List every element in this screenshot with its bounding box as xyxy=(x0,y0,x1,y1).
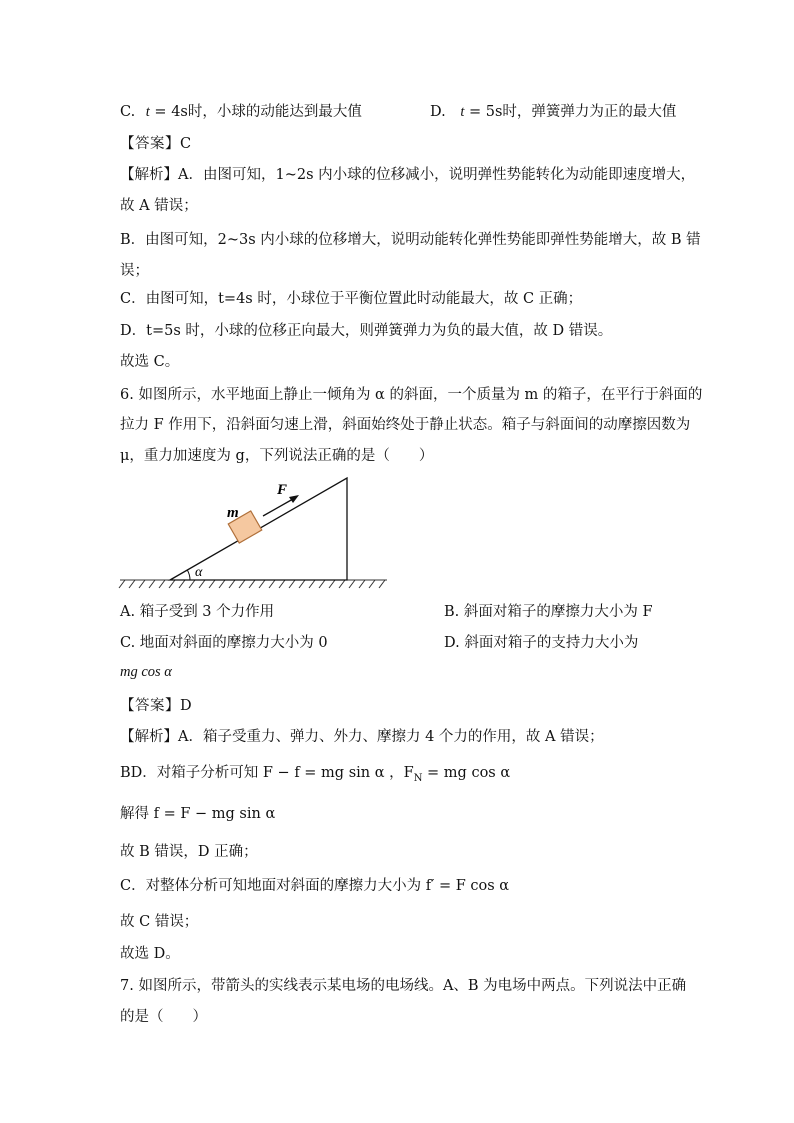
answer-value: C xyxy=(180,136,192,152)
analysis-text: A．由图可知，1~2s 内小球的位移减小，说明弹性势能转化为动能即速度增大， xyxy=(178,167,696,183)
time-value: = 5s xyxy=(464,104,503,120)
time-value: = 4s xyxy=(149,104,188,120)
normal-force-expression: = mg cos α xyxy=(422,765,511,781)
analysis-label: 【解析】 xyxy=(120,729,178,745)
q5-analysis-line-5: C．由图可知，t=4s 时，小球位于平衡位置此时动能最大，故 C 正确； xyxy=(120,291,583,307)
answer-label: 【答案】 xyxy=(120,698,180,714)
option-text: 时，弹簧弹力为正的最大值 xyxy=(502,104,677,120)
analysis-label: 【解析】 xyxy=(120,167,178,183)
q6-option-d-continued: mg cos α xyxy=(120,664,172,680)
analysis-text: A．箱子受重力、弹力、外力、摩擦力 4 个力的作用，故 A 错误； xyxy=(178,729,604,745)
q6-option-b: B. 斜面对箱子的摩擦力大小为 F xyxy=(444,604,653,620)
q5-analysis-line-3: B．由图可知，2~3s 内小球的位移增大，说明动能转化弹性势能即弹性势能增大，故 B 错 xyxy=(120,232,701,248)
q6-stem-line-3: μ，重力加速度为 g，下列说法正确的是（ ） xyxy=(120,448,434,464)
q7-stem-line-2: 的是（ ） xyxy=(120,1009,207,1025)
q5-analysis-line-7: 故选 C。 xyxy=(120,354,180,370)
q5-analysis-line-2: 故 A 错误； xyxy=(120,198,198,214)
option-letter: D. xyxy=(430,104,446,120)
angle-arc xyxy=(187,570,190,580)
mass-label: m xyxy=(227,505,239,521)
option-letter: C. xyxy=(120,104,136,120)
q6-option-c: C. 地面对斜面的摩擦力大小为 0 xyxy=(120,635,328,651)
q5-analysis-line-1 xyxy=(120,165,695,185)
angle-label: α xyxy=(195,565,203,580)
q6-option-d: D. 斜面对箱子的支持力大小为 xyxy=(444,635,639,651)
q6-answer xyxy=(120,696,192,716)
q6-analysis-line-1 xyxy=(120,727,604,747)
q5-analysis-line-6: D．t=5s 时，小球的位移正向最大，则弹簧弹力为负的最大值，故 D 错误。 xyxy=(120,323,613,339)
analysis-text: BD．对箱子分析可知 F − f = mg sin α ，F xyxy=(120,765,414,781)
answer-value: D xyxy=(180,698,193,714)
force-arrowhead xyxy=(289,495,299,503)
q6-option-a: A. 箱子受到 3 个力作用 xyxy=(120,604,275,620)
q5-option-c xyxy=(120,102,362,122)
force-label: F xyxy=(277,482,288,498)
q5-analysis-line-4: 误； xyxy=(120,263,149,279)
q5-answer xyxy=(120,134,192,154)
q7-stem-line-1: 7. 如图所示，带箭头的实线表示某电场的电场线。A、B 为电场中两点。下列说法中正确 xyxy=(120,978,687,994)
q6-analysis-line-2 xyxy=(120,763,510,789)
q6-analysis-line-3: 解得 f = F − mg sin α xyxy=(120,806,276,822)
q6-analysis-line-5: C．对整体分析可知地面对斜面的摩擦力大小为 f′ = F cos α xyxy=(120,878,510,894)
q5-option-d xyxy=(430,102,676,122)
q6-analysis-line-4: 故 B 错误，D 正确； xyxy=(120,844,258,860)
option-text: 时，小球的动能达到最大值 xyxy=(187,104,362,120)
force-arrow xyxy=(263,499,293,516)
ground-hatch xyxy=(119,580,387,588)
q6-stem-line-2: 拉力 F 作用下，沿斜面匀速上滑，斜面始终处于静止状态。箱子与斜面间的动摩擦因数为 xyxy=(120,417,691,433)
answer-label: 【答案】 xyxy=(120,136,180,152)
q6-stem-line-1: 6. 如图所示，水平地面上静止一倾角为 α 的斜面，一个质量为 m 的箱子，在平行于斜面的 xyxy=(120,387,703,403)
q6-analysis-line-6: 故 C 错误； xyxy=(120,914,199,930)
time-variable: t xyxy=(460,104,465,120)
normal-force-subscript: N xyxy=(413,772,423,784)
time-variable: t xyxy=(145,104,150,120)
incline-diagram xyxy=(115,472,415,592)
q6-analysis-line-7: 故选 D。 xyxy=(120,946,180,962)
